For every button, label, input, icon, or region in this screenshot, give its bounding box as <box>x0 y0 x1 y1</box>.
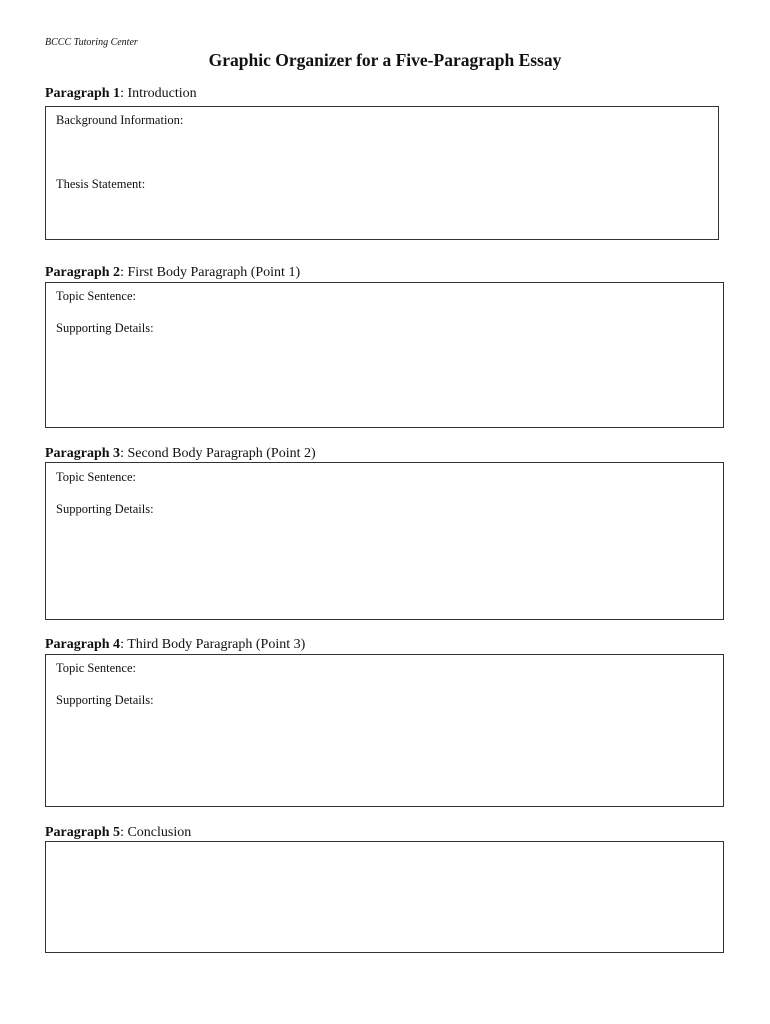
section-description: : Second Body Paragraph (Point 2) <box>120 446 316 461</box>
paragraph-2-box[interactable] <box>45 282 724 428</box>
section-number: Paragraph 5 <box>45 825 121 840</box>
section-number: Paragraph 2 <box>45 265 121 280</box>
section-heading-paragraph-5 <box>45 825 191 841</box>
section-description: : Conclusion <box>120 825 192 840</box>
topic-sentence-label: Topic Sentence: <box>56 661 136 675</box>
topic-sentence-label: Topic Sentence: <box>56 289 136 303</box>
header-note: BCCC Tutoring Center <box>45 37 138 48</box>
page-title: Graphic Organizer for a Five-Paragraph Essay <box>208 50 562 70</box>
supporting-details-label: Supporting Details: <box>56 321 154 335</box>
section-description: : First Body Paragraph (Point 1) <box>120 265 301 280</box>
background-information-label: Background Information: <box>56 113 184 127</box>
supporting-details-label: Supporting Details: <box>56 693 154 707</box>
section-number: Paragraph 3 <box>45 446 121 461</box>
section-heading-paragraph-4 <box>45 637 305 653</box>
section-heading-paragraph-3 <box>45 446 316 462</box>
section-description: : Introduction <box>120 86 197 101</box>
section-description: : Third Body Paragraph (Point 3) <box>120 637 306 652</box>
paragraph-1-box[interactable] <box>45 106 719 240</box>
paragraph-4-box[interactable] <box>45 654 724 807</box>
topic-sentence-label: Topic Sentence: <box>56 470 136 484</box>
section-heading-paragraph-1 <box>45 86 197 102</box>
section-number: Paragraph 4 <box>45 637 121 652</box>
thesis-statement-label: Thesis Statement: <box>56 177 146 191</box>
section-number: Paragraph 1 <box>45 86 121 101</box>
supporting-details-label: Supporting Details: <box>56 502 154 516</box>
section-heading-paragraph-2 <box>45 265 300 281</box>
paragraph-5-box[interactable] <box>45 841 724 953</box>
paragraph-3-box[interactable] <box>45 462 724 620</box>
